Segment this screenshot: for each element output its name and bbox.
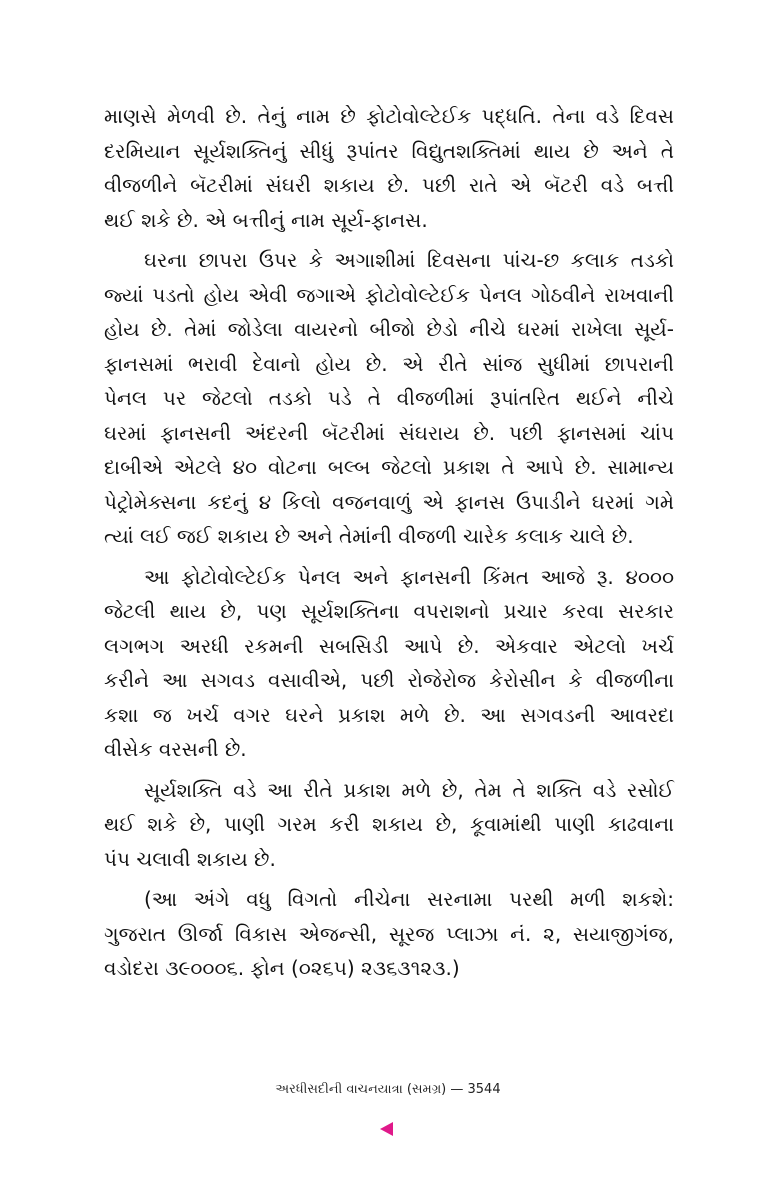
paragraph [104, 243, 674, 554]
text-line: થઈ શકે છે. એ બત્તીનું નામ સૂર્ય-ફાનસ. [104, 207, 428, 232]
page-body [104, 99, 674, 986]
text-line: દાબીએ એટલે ૪૦ વોટના બલ્બ જેટલો પ્રકાશ તે આપે છે. સામાન્ય [104, 455, 674, 479]
text-line: કશા જ ખર્ચ વગર ઘરને પ્રકાશ મળે છે. આ સગવડની આવરદા [104, 702, 674, 727]
triangle-left-icon[interactable] [380, 1122, 393, 1136]
text-line: જ્યાં પડતો હોય એવી જગાએ ફોટોવોલ્ટેઈક પેનલ ગોઠવીને રાખવાની [104, 282, 674, 307]
text-line: થઈ શકે છે, પાણી ગરમ કરી શકાય છે, કૂવામાંથી પાણી કાઢવાના [104, 812, 674, 836]
text-line: પેનલ પર જેટલો તડકો પડે તે વીજળીમાં રૂપાંતરિત થઈને નીચે [104, 386, 674, 410]
text-line: જેટલી થાય છે, પણ સૂર્યશક્તિના વપરાશનો પ્રચાર કરવા સરકાર [104, 599, 674, 623]
text-line: ઘરના છાપરા ઉપર કે અગાશીમાં દિવસના પાંચ-છ કલાક તડકો [144, 248, 674, 272]
text-line: પંપ ચલાવી શકાય છે. [104, 846, 276, 871]
text-line: વડોદરા ૩૯૦૦૦૬. ફોન (૦૨૬૫) ૨૩૬૩૧૨૩.) [104, 956, 460, 980]
text-line: હોય છે. તેમાં જોડેલા વાયરનો બીજો છેડો નીચે ઘરમાં રાખેલા સૂર્ય- [104, 317, 674, 341]
text-line: વીજળીને બૅટરીમાં સંઘરી શકાય છે. પછી રાતે એ બૅટરી વડે બત્તી [104, 173, 674, 197]
text-line: પેટ્રોમેક્સના કદનું ૪ કિલો વજનવાળું એ ફાનસ ઉપાડીને ઘરમાં ગમે [104, 489, 674, 514]
text-line: દરમિયાન સૂર્યશક્તિનું સીધું રૂપાંતર વિદ્યુતશક્તિમાં થાય છે અને તે [104, 138, 674, 163]
text-line: ફાનસમાં ભરાવી દેવાનો હોય છે. એ રીતે સાંજ સુધીમાં છાપરાની [104, 351, 674, 376]
text-line: ત્યાં લઈ જઈ શકાય છે અને તેમાંની વીજળી ચારેક કલાક ચાલે છે. [104, 524, 634, 548]
text-line: (આ અંગે વધુ વિગતો નીચેના સરનામા પરથી મળી શકશે: [144, 887, 674, 911]
text-line: આ ફોટોવોલ્ટેઈક પેનલ અને ફાનસની કિંમત આજે રૂ. ૪૦૦૦ [144, 564, 674, 589]
text-line: કરીને આ સગવડ વસાવીએ, પછી રોજેરોજ કેરોસીન કે વીજળીના [104, 668, 674, 692]
text-line: સૂર્યશક્તિ વડે આ રીતે પ્રકાશ મળે છે, તેમ તે શક્તિ વડે રસોઈ [144, 777, 674, 802]
text-line: માણસે મેળવી છે. તેનું નામ છે ફોટોવોલ્ટેઈક પદ્ધતિ. તેના વડે દિવસ [104, 104, 674, 128]
text-line: વીસેક વરસની છે. [104, 737, 247, 761]
paragraph [104, 99, 674, 237]
page-footer: અરધીસદીની વાચનયાત્રા (સમગ્ર) — 3544 [275, 1082, 501, 1097]
text-line: ઘરમાં ફાનસની અંદરની બૅટરીમાં સંઘરાય છે. પછી ફાનસમાં ચાંપ [104, 420, 674, 445]
text-line: લગભગ અરધી રકમની સબસિડી આપે છે. એકવાર એટલો ખર્ચ [104, 633, 674, 658]
paragraph [104, 773, 674, 877]
paragraph [104, 882, 674, 986]
text-line: ગુજરાત ઊર્જા વિકાસ એજન્સી, સૂરજ પ્લાઝા નં. ૨, સયાજીગંજ, [104, 921, 674, 946]
paragraph [104, 560, 674, 767]
